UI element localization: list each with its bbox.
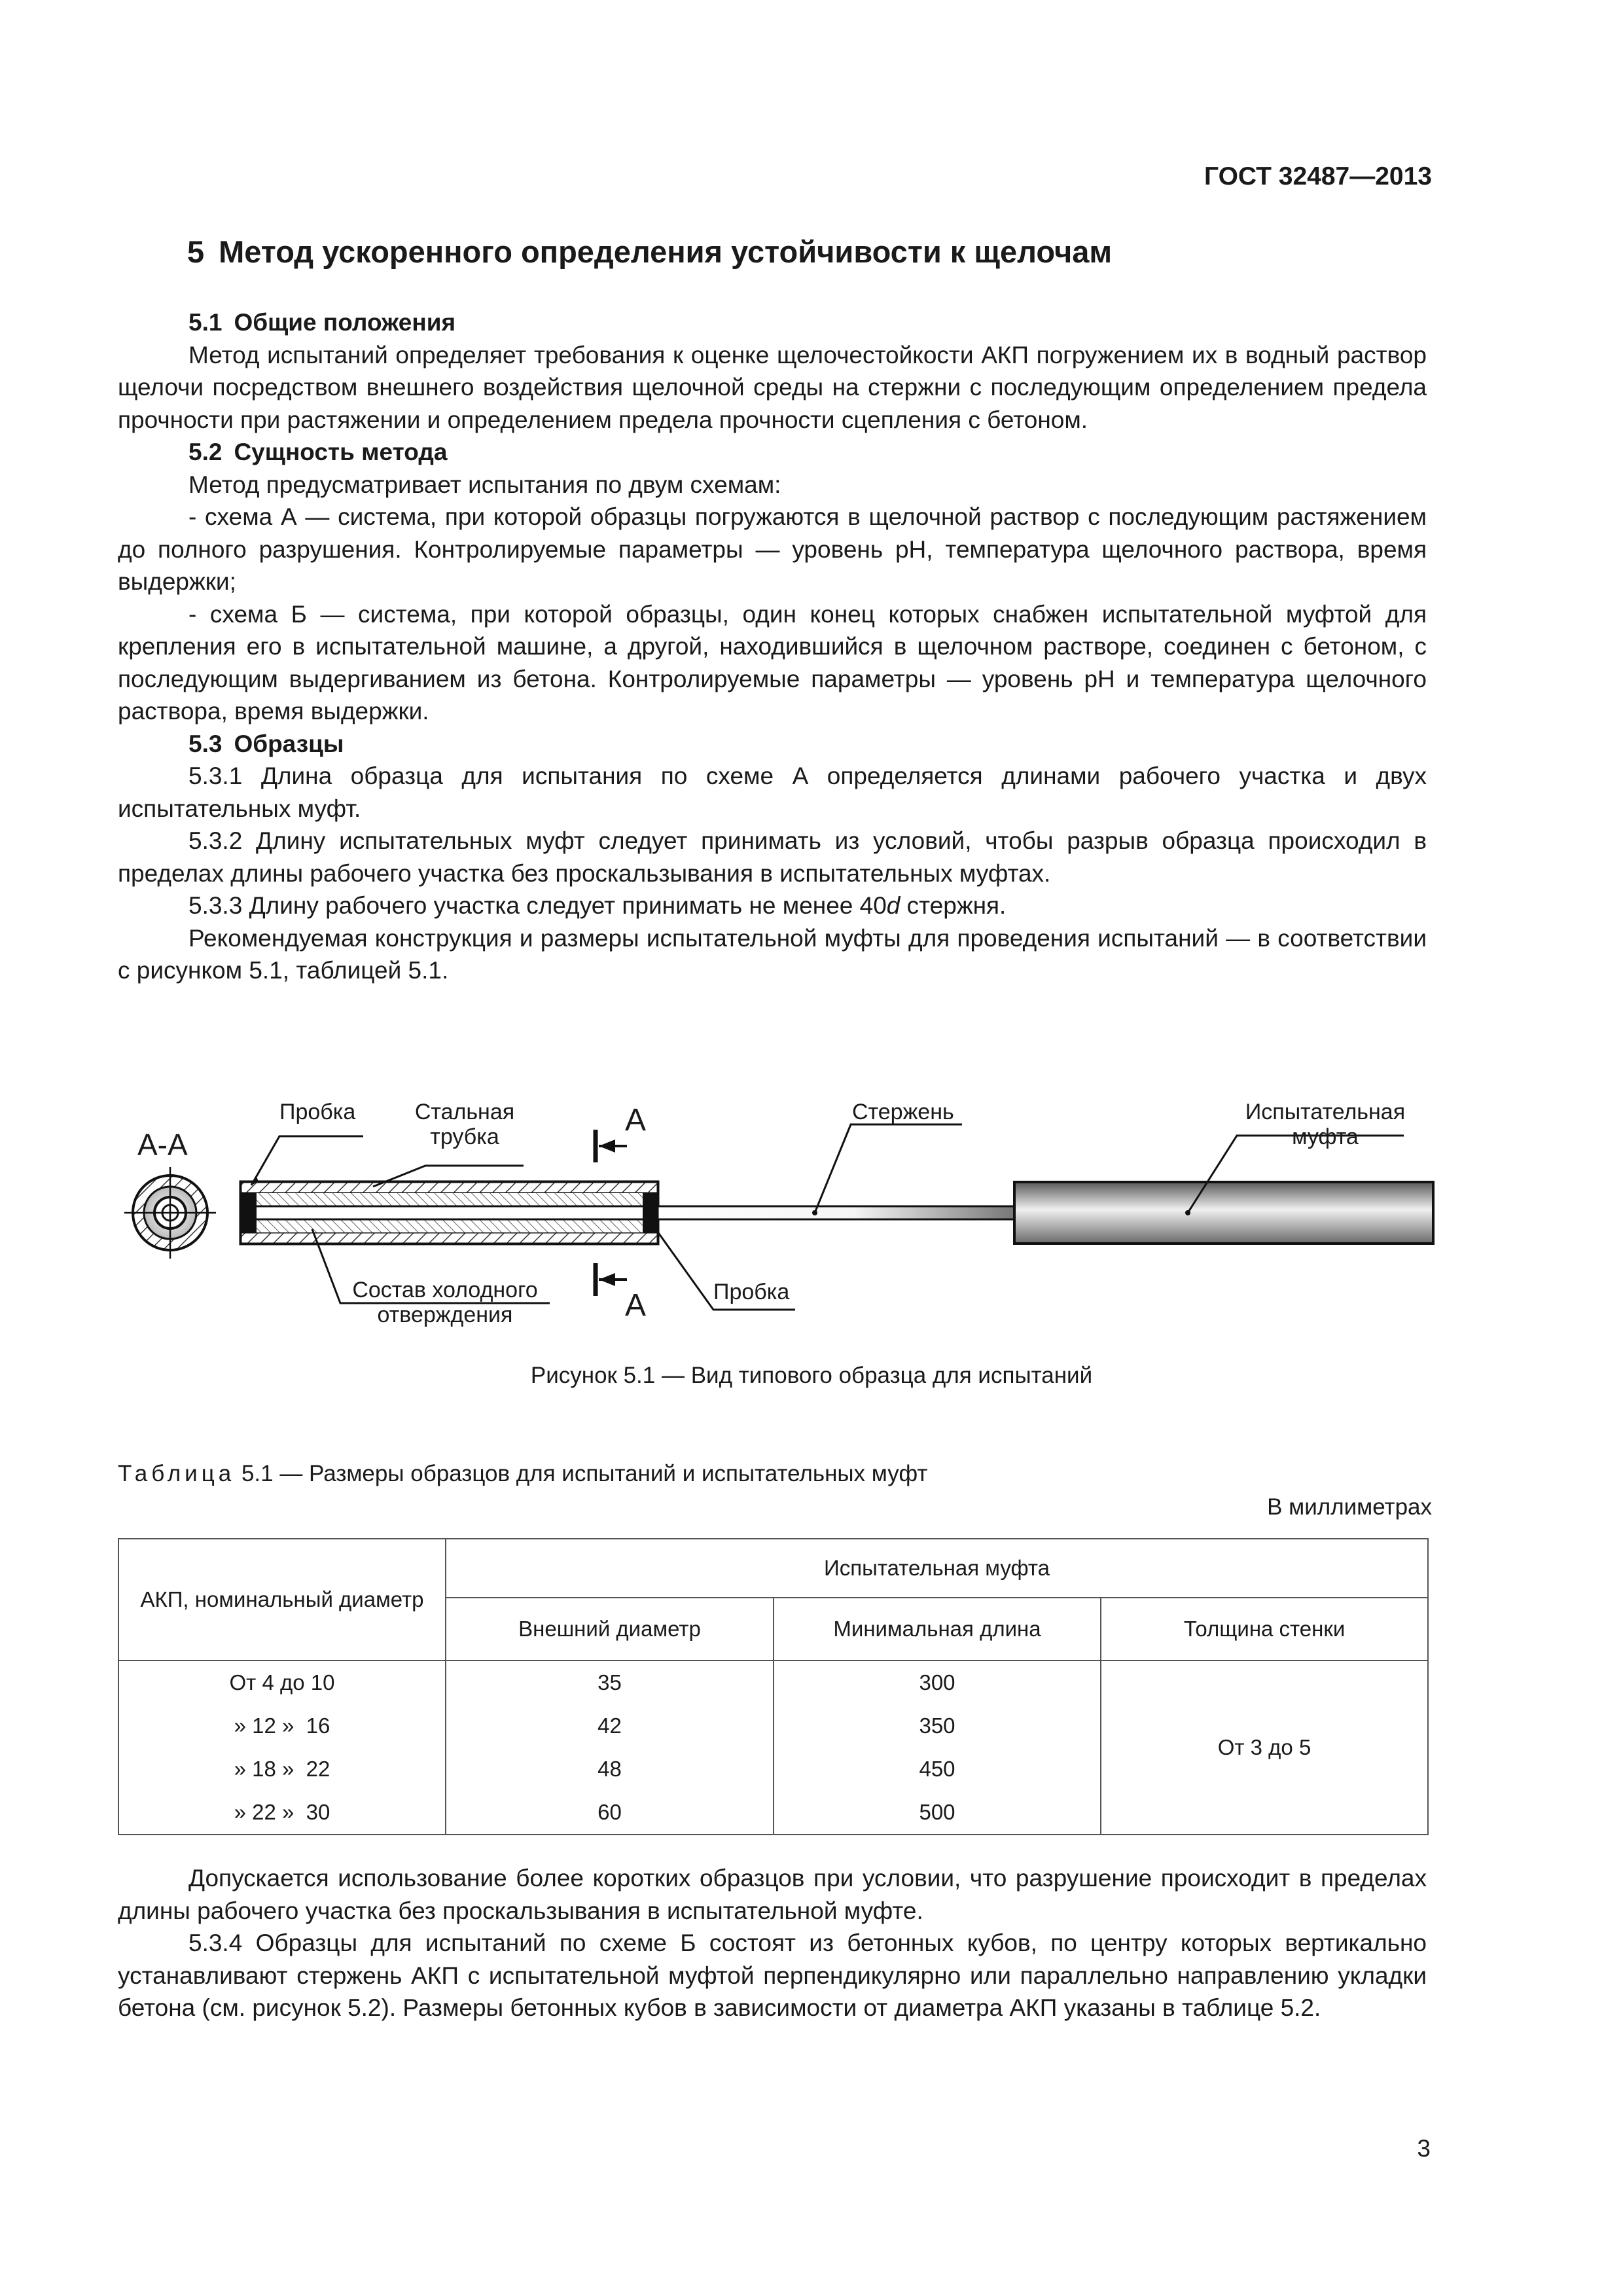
paragraph-5-2-intro: Метод предусматривает испытания по двум схемам: <box>188 471 781 498</box>
body-text-bottom <box>118 1862 1427 2024</box>
section-label-a-a: А-А <box>137 1128 188 1162</box>
table-row: » 18 » 22 48 450 <box>118 1748 1428 1791</box>
section-mark-bottom <box>596 1263 627 1296</box>
header-outer-diameter: Внешний диаметр <box>446 1598 774 1660</box>
subsection-heading-5-3: 5.3 Образцы <box>188 730 344 757</box>
paragraph-scheme-b: - схема Б — система, при которой образцы, один конец которых снабжен испытательной муфтой для крепления его в испытательной машине, а другой, находившийся в щелочном растворе, соединен с бетоном, с последующим выдергиванием из бетона. Контролируемые параметры — уровень pH и температура щелочного раствора, время выдержки. <box>118 600 1427 725</box>
figure-caption: Рисунок 5.1 — Вид типового образца для испытаний <box>530 1363 1093 1388</box>
label-cold-curing-compound: Состав холодного отверждения <box>352 1278 538 1327</box>
document-code: ГОСТ 32487—2013 <box>1204 162 1432 190</box>
rod <box>658 1206 1014 1219</box>
header-akp-diameter: АКП, номинальный диаметр <box>118 1539 446 1660</box>
label-test-coupling: Испытательная муфта <box>1245 1100 1406 1149</box>
label-section-a-top: А <box>625 1103 647 1138</box>
header-min-length: Минимальная длина <box>774 1598 1101 1660</box>
page-number: 3 <box>1417 2135 1431 2162</box>
wall-thickness-value: От 3 до 5 <box>1101 1660 1428 1835</box>
cross-section-a-a <box>124 1167 216 1259</box>
paragraph-5-1: Метод испытаний определяет требования к оценке щелочестойкости АКП погружением их в водный раствор щелочи посредством внешнего воздействия щелочной среды на стержни с последующим определением предела прочности при растяжении и определением предела прочности сцепления с бетоном. <box>118 341 1427 433</box>
table-row: » 12 » 16 42 350 <box>118 1704 1428 1748</box>
table-5-1 <box>118 1538 1429 1835</box>
header-test-coupling: Испытательная муфта <box>446 1539 1428 1598</box>
label-cork-top: Пробка <box>279 1100 356 1124</box>
paragraph-recommendation: Рекомендуемая конструкция и размеры испытательной муфты для проведения испытаний — в соответствии с рисунком 5.1, таблицей 5.1. <box>118 924 1427 984</box>
section-mark-top <box>596 1130 627 1162</box>
paragraph-5-3-2: 5.3.2 Длину испытательных муфт следует принимать из условий, чтобы разрыв образца происходил в пределах длины рабочего участка без проскальзывания в испытательных муфтах. <box>118 827 1427 887</box>
section-number: 5 <box>187 234 205 269</box>
steel-tube-assembly <box>241 1182 658 1244</box>
label-cork-bottom: Пробка <box>713 1280 790 1304</box>
paragraph-5-3-4: 5.3.4 Образцы для испытаний по схеме Б состоят из бетонных кубов, по центру которых вертикально устанавливают стержень АКП с испытательной муфтой перпендикулярно или параллельно направлению укладки бетона (см. рисунок 5.2). Размеры бетонных кубов в зависимости от диаметра АКП указаны в таблице 5.2. <box>118 1929 1427 2021</box>
paragraph-shorter-samples: Допускается использование более коротких образцов при условии, что разрушение происходит в пределах длины рабочего участка без проскальзывания в испытательной муфте. <box>118 1865 1427 1924</box>
paragraph-5-3-1: 5.3.1 Длина образца для испытания по схеме А определяется длинами рабочего участка и двух испытательных муфт. <box>118 762 1427 822</box>
label-rod: Стержень <box>852 1100 954 1124</box>
subsection-heading-5-1: 5.1 Общие положения <box>188 309 456 336</box>
header-wall-thickness: Толщина стенки <box>1101 1598 1428 1660</box>
table-row: От 4 до 10 35 300 От 3 до 5 <box>118 1660 1428 1704</box>
subsection-heading-5-2: 5.2 Сущность метода <box>188 439 448 465</box>
table-units: В миллиметрах <box>1267 1494 1432 1520</box>
paragraph-scheme-a: - схема А — система, при которой образцы погружаются в щелочной раствор с последующим растяжением до полного разрушения. Контролируемые параметры — уровень pH, температура щелочного раствора, время выдержки; <box>118 503 1427 595</box>
table-title: Таблица 5.1 — Размеры образцов для испытаний и испытательных муфт <box>118 1461 928 1486</box>
label-steel-tube: Стальная трубка <box>414 1100 515 1149</box>
section-title: Метод ускоренного определения устойчивости к щелочам <box>219 234 1113 269</box>
test-coupling <box>1014 1182 1433 1244</box>
table-row: » 22 » 30 60 500 <box>118 1791 1428 1835</box>
label-section-a-bottom: А <box>625 1288 647 1323</box>
paragraph-5-3-3: 5.3.3 Длину рабочего участка следует принимать не менее 40d стержня. <box>188 892 1007 919</box>
